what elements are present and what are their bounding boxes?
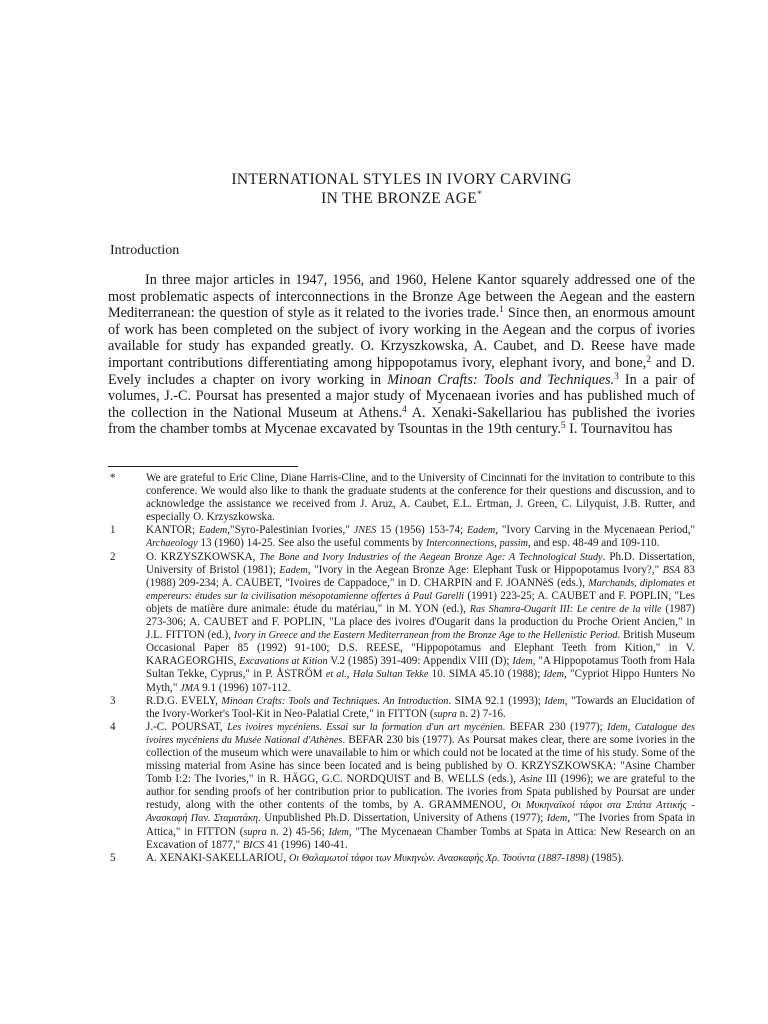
footnote-text: n. 2) 7-16. [456, 707, 506, 720]
footnote-italic-text: Idem [543, 669, 565, 681]
footnote-text: (1985). [588, 851, 624, 864]
footnote-italic-text: passim [499, 538, 528, 550]
footnote-text: 15 (1956) 153-74; [376, 524, 467, 537]
footnote-text: , [627, 720, 635, 733]
footnote-text: (1991) 223-25; A. CAUBET and F. POPLIN, "Les objets de matière dure animale: étude du matériau," in M. YON (ed.), [146, 589, 695, 615]
footnote-text: A. XENAKI-SAKELLARIOU, [146, 851, 289, 864]
body-text-5: A. Xenaki-Sakellariou has published the ivories from the chamber tombs at Mycenae excavated by Tsountas in the 19th century. [108, 404, 695, 438]
footnote-italic-text: Eadem [198, 525, 228, 537]
footnote-text: , "Ivory Carving in the Mycenaean Period," [495, 524, 695, 537]
footnotes [108, 472, 695, 865]
footnote-text: . British Museum Occasional Paper 85 (1992) 91-100; D.S. REESE, "Hippopotamus and Elephant Teeth from Kition," in V. KARAGEORGHIS, [146, 629, 696, 668]
footnote-ref-3: 3 [614, 371, 619, 382]
footnote-italic-text: et al. [325, 669, 347, 681]
title-line-2 [108, 189, 695, 208]
footnote-text: . Unpublished Ph.D. Dissertation, University of Athens (1977); [257, 812, 547, 825]
footnote-italic-text: JNES [353, 525, 377, 537]
footnote-italic-text: Hala Sultan Tekke [352, 669, 429, 681]
body-text-3: and D. Evely includes a chapter on ivory working in [108, 354, 696, 388]
footnote-italic-text: supra [243, 826, 267, 838]
section-heading-introduction: Introduction [110, 243, 180, 258]
footnote-italic-text: Les ivoires mycéniens. Essai sur la formation d'un art mycénien [227, 721, 503, 733]
footnote-italic-text: Idem [328, 826, 349, 838]
footnote-text: , "The Mycenaean Chamber Tombs at Spata in Attica: New Research on an Excavation of 1877," [146, 825, 696, 851]
footnote-number: 1 [110, 524, 116, 537]
body-paragraph [108, 272, 695, 438]
footnote-number: * [110, 472, 116, 484]
footnote-italic-text: supra [433, 708, 457, 720]
footnote-italic-text: Asine [519, 774, 543, 786]
footnote-text: , "Cypriot Hippo Hunters No Myth," [146, 668, 696, 694]
footnote-italic-text: Interconnections [426, 538, 495, 550]
footnote [108, 721, 695, 852]
title-footnote-mark: * [477, 189, 482, 199]
footnote-italic-text: Idem [546, 813, 568, 825]
footnote [108, 551, 695, 695]
footnote-italic-text: Οι Μυκηναϊκοί τάφοι στα Σπάτα Αττικής - Ανασκαφή Παν. Σταματάκη [146, 800, 696, 825]
footnote-italic-text: Idem [544, 695, 565, 707]
footnote-text: , [494, 537, 500, 550]
footnote [108, 472, 695, 524]
footnote-text: 9.1 (1996) 107-112. [199, 681, 291, 694]
footnote-text: , "Ivory in the Aegean Bronze Age: Elephant Tusk or Hippopotamus Ivory?," [307, 563, 663, 576]
footnote-text: , "The Ivories from Spata in Attica," in FITTON ( [146, 812, 695, 838]
footnote-ref-4: 4 [402, 404, 407, 415]
footnote-italic-text: Idem [607, 721, 628, 733]
footnote-text: R.D.G. EVELY, [146, 694, 222, 707]
footnote-text: V.2 (1985) 391-409: Appendix VIII (D); [327, 655, 513, 668]
footnote [108, 695, 695, 721]
footnote-text: . Ph.D. Dissertation, University of Bristol (1981); [146, 550, 696, 576]
footnote-text: KANTOR; [146, 524, 199, 537]
footnote-text: n. 2) 45-56; [266, 825, 329, 838]
footnote-text: O. KRZYSZKOWSKA, [146, 550, 260, 563]
footnote-ref-1: 1 [499, 305, 504, 316]
footnote [108, 852, 695, 865]
footnote-text: . BEFAR 230 (1977); [502, 720, 608, 733]
footnote-italic-text: Excavations at Kition [239, 656, 328, 668]
footnote-text: 10. SIMA 45.10 (1988); [428, 668, 544, 681]
footnote-text: , "A Hippopotamus Tooth from Hala Sultan Tekke, Cyprus," in P. ÅSTRÖM [146, 655, 695, 681]
footnote-text: ,"Syro-Palestinian Ivories," [227, 524, 354, 537]
footnote-number: 4 [110, 720, 116, 733]
footnote-text: , [346, 668, 353, 681]
body-text-6: I. Tournavitou has [565, 421, 673, 438]
footnote-italic-text: Eadem [466, 525, 496, 537]
footnote-number: 3 [110, 694, 116, 707]
footnote-text: J.-C. POURSAT, [146, 720, 228, 733]
title-line-1: INTERNATIONAL STYLES IN IVORY CARVING [231, 171, 572, 188]
footnote-italic-text: BSA [662, 564, 681, 576]
footnote-number: 2 [110, 550, 116, 563]
footnote-italic-text: Minoan Crafts: Tools and Techniques. An Introduction [221, 695, 449, 707]
footnote-italic-text: JMA [180, 682, 200, 694]
footnote-italic-text: Archaeology [146, 538, 198, 550]
footnote-italic-text: Ivory in Greece and the Eastern Mediterranean from the Bronze Age to the Hellenistic Period [233, 630, 618, 642]
body-text-4: In a pair of volumes, J.-C. Poursat has presented a major study of Mycenaean ivories and has published much of the collection in the National Museum at Athens. [108, 371, 695, 421]
title-line-2-text: IN THE BRONZE AGE [321, 190, 478, 207]
footnote-text: We are grateful to Eric Cline, Diane Harris-Cline, and to the University of Cincinnati for the invitation to contribute to this conference. We would also like to thank the graduate students at the conference for their questions and discussion, and to acknowledge the assistance we received from J. Aruz, A. Caubet, E.L. Ertman, J. Green, C. Lilyquist, J.B. Rutter, and especially O. Krzyszkowska. [146, 472, 695, 524]
body-text-1: In three major articles in 1947, 1956, and 1960, Helene Kantor squarely addressed one of the most problematic aspects of interconnections in the Bronze Age between the Aegean and the eastern Mediterranean: the question of style as it related to the ivories trade. [108, 272, 695, 322]
footnote-italic-text: BICS [242, 839, 265, 851]
footnote-italic-text: Marchands, diplomates et empereurs: études sur la civilisation mésopotamienne offertes à Paul Garelli [146, 577, 696, 602]
footnote-text: . BEFAR 230 bis (1977). As Poursat makes clear, there are some ivories in the collection of the museum which were unavailable to him or which could not be located at the time of his study. Some of the missing material from Asine has since been located and is being published by O. KRZYSZKOWSKA: "Asine Chamber Tomb I:2: The Ivories," in R. HÄGG, G.C. NORDQUIST and B. WELLS (eds.), [146, 733, 695, 786]
footnote-text: 83 (1988) 209-234; A. CAUBET, "Ivoires de Cappadoce," in D. CHARPIN and F. JOANNèS (eds.), [146, 563, 695, 589]
footnote-divider [108, 466, 298, 467]
footnote-italic-text: The Bone and Ivory Industries of the Aegean Bronze Age: A Technological Study [259, 551, 603, 563]
footnote-ref-5: 5 [560, 421, 566, 432]
footnote-text: , "Towards an Elucidation of the Ivory-Worker's Tool-Kit in Neo-Palatial Crete," in FITTON ( [146, 694, 695, 720]
footnote-text: , and esp. 48-49 and 109-110. [527, 537, 660, 550]
footnote-text: 13 (1960) 14-25. See also the useful comments by [197, 537, 426, 550]
footnote-italic-text: Idem [512, 656, 533, 668]
footnote-italic-text: Eadem [279, 564, 308, 576]
footnote-italic-text: Οι Θαλαμωτοί τάφοι των Μυκηνών. Ανασκαφής Χρ. Τσούντα (1887-1898) [288, 852, 589, 864]
footnote-text: (1987) 273-306; A. CAUBET and F. POPLIN, "La place des ivoires d'Ougarit dans la production du Proche Orient Ancien," in J.L. FITTON (ed.), [146, 602, 695, 642]
footnote [108, 524, 695, 550]
footnote-text: 41 (1996) 140-41. [264, 838, 348, 851]
body-italic-title: Minoan Crafts: Tools and Techniques. [387, 371, 615, 388]
footnote-italic-text: Ras Shamra-Ougarit III: Le centre de la ville [469, 603, 662, 615]
paper-title [108, 170, 695, 208]
footnote-text: . SIMA 92.1 (1993); [448, 694, 545, 707]
footnote-italic-text: Catalogue des ivoires mycéniens du Musée National d'Athènes [146, 721, 695, 746]
footnote-ref-2: 2 [646, 354, 652, 365]
body-text-2: Since then, an enormous amount of work has been completed on the subject of ivory working in the Aegean and the corpus of ivories available for study has expanded greatly. O. Krzyszkowska, A. Caubet, and D. Reese have made important contributions differentiating among hippopotamus ivory, elephant ivory, and bone, [108, 305, 695, 371]
footnote-number: 5 [110, 851, 116, 864]
footnote-text: III (1996); we are grateful to the author for sending proofs of her contribution prior to publication. The ivories from Spata published by Poursat are under restudy, along with the other contents of the tombs, by A. GRAMMENOU, [146, 773, 696, 812]
